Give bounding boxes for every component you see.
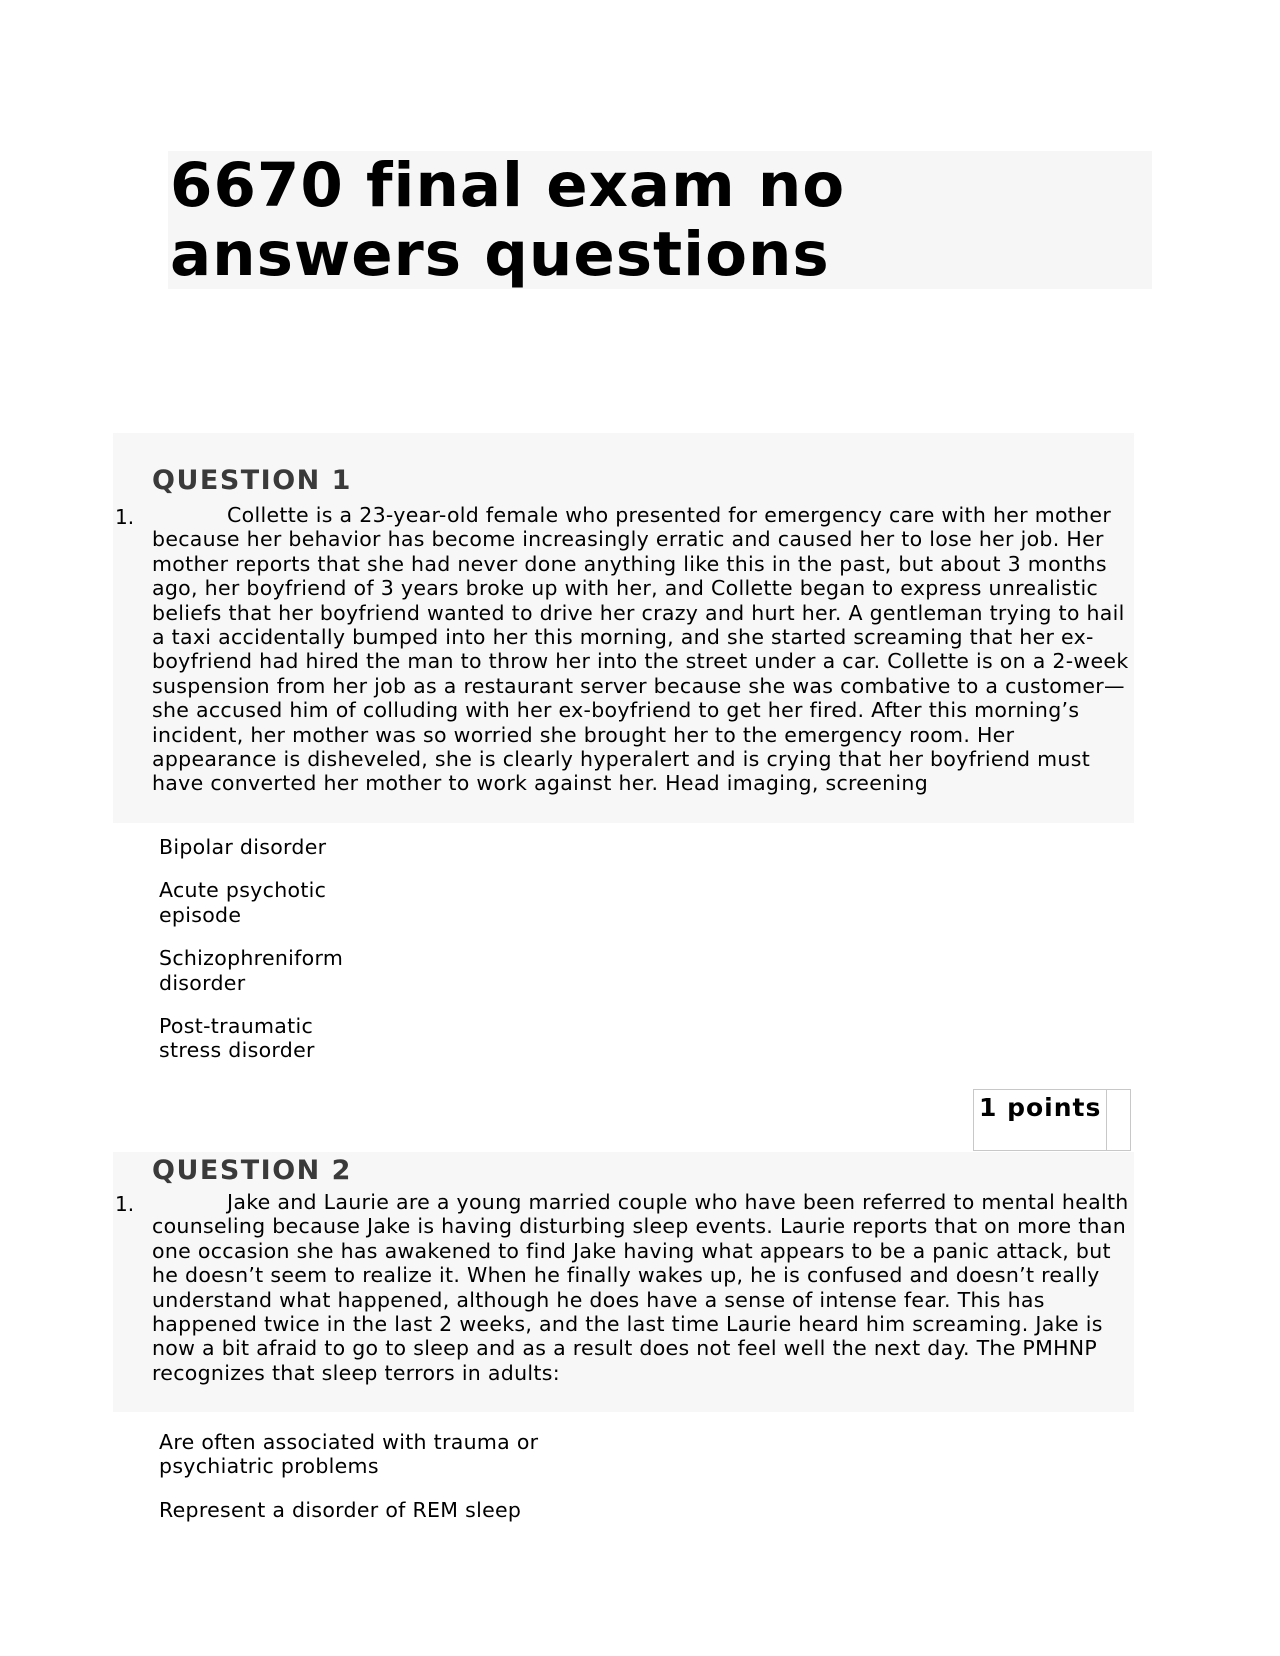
question-2-number: 1. <box>115 1192 135 1216</box>
answer-option[interactable]: Schizophreniform disorder <box>159 946 344 995</box>
question-1-block <box>113 433 1134 823</box>
answer-option[interactable]: Acute psychotic episode <box>159 878 327 927</box>
question-2-points: 1 points <box>979 1093 1102 1122</box>
answer-option[interactable]: Represent a disorder of REM sleep <box>159 1497 522 1522</box>
title-banner <box>168 151 1152 289</box>
points-cell <box>974 1090 1107 1150</box>
question-2-answers <box>159 1430 599 1541</box>
question-2-heading: QUESTION 2 <box>152 1155 352 1186</box>
document-title: 6670 final exam no answers questions <box>170 150 846 290</box>
question-1-answers <box>159 835 374 1082</box>
question-1-heading: QUESTION 1 <box>152 465 352 496</box>
answer-option[interactable]: Post-traumatic stress disorder <box>159 1014 315 1063</box>
answer-option[interactable]: Bipolar disorder <box>159 835 327 859</box>
question-2-points-box <box>973 1089 1131 1151</box>
answer-option[interactable]: Are often associated with trauma or psychiatric problems <box>159 1430 539 1479</box>
question-2-text: Jake and Laurie are a young married couple who have been referred to mental health counseling because Jake is having disturbing sleep events. Laurie reports that on more than one occasion she has awakened to find Jake having what appears to be a panic attack, but he doesn’t seem to realize it. When he finally wakes up, he is confused and doesn’t really understand what happened, although he does have a sense of intense fear. This has happened twice in the last 2 weeks, and the last time Laurie heard him screaming. Jake is now a bit afraid to go to sleep and as a result does not feel well the next day. The PMHNP recognizes that sleep terrors in adults: <box>152 1190 1129 1385</box>
question-1-number: 1. <box>115 505 135 529</box>
question-2-block <box>113 1152 1134 1412</box>
question-1-text: Collette is a 23-year-old female who presented for emergency care with her mother because her behavior has become increasingly erratic and caused her to lose her job. Her mother reports that she had never done anything like this in the past, but about 3 months ago, her boyfriend of 3 years broke up with her, and Collette began to express unrealistic beliefs that her boyfriend wanted to drive her crazy and hurt her. A gentleman trying to hail a taxi accidentally bumped into her this morning, and she started screaming that her ex- boyfriend had hired the man to throw her into the street under a car. Collette is on a 2-week suspension from her job as a restaurant server because she was combative to a customer— she accused him of colluding with her ex-boyfriend to get her fired. After this morning’s incident, her mother was so worried she brought her to the emergency room. Her appearance is disheveled, she is clearly hyperalert and is crying that her boyfriend must have converted her mother to work against her. Head imaging, screening <box>152 503 1129 796</box>
